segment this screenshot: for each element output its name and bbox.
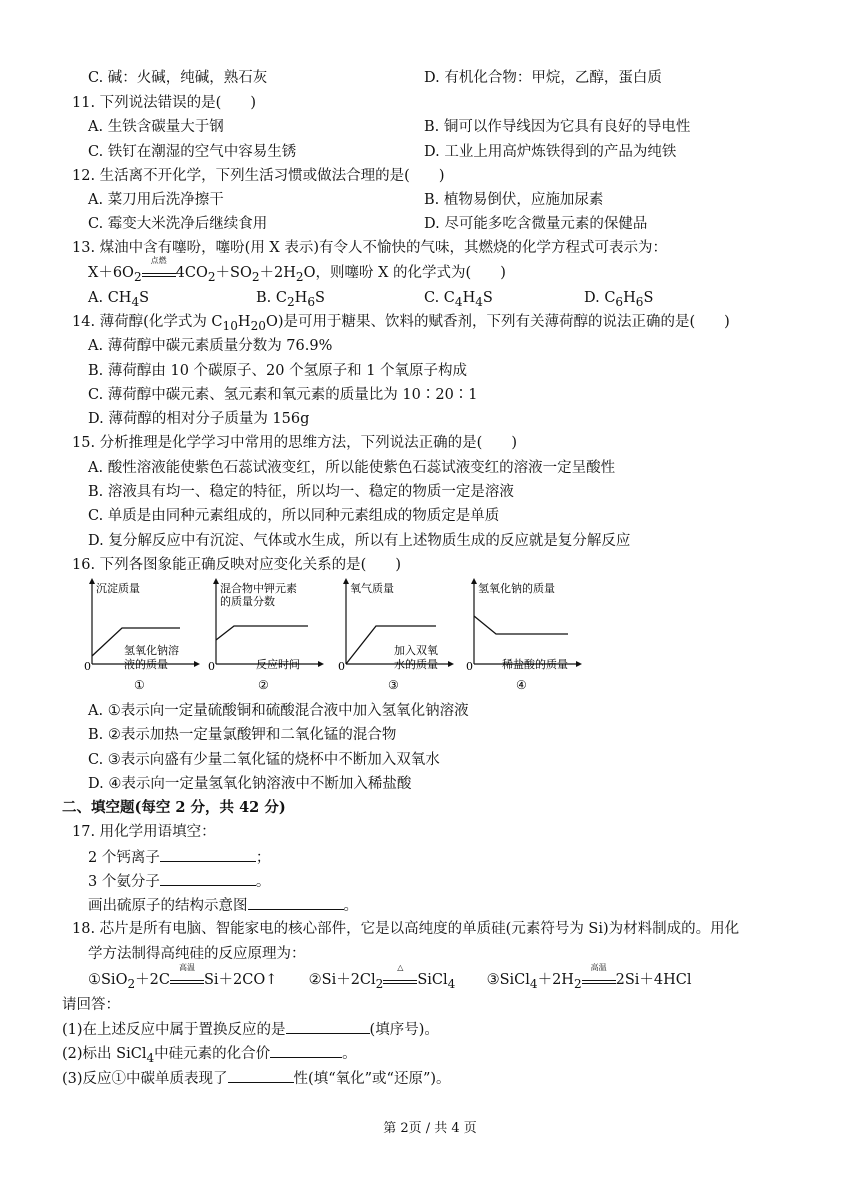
- graph-2-svg: [208, 578, 328, 696]
- q18-reactions: [88, 963, 692, 994]
- q13-eq-left: X＋6O: [88, 265, 134, 281]
- q14-option-b: B. 薄荷醇由 10 个碳原子、20 个氢原子和 1 个氧原子构成: [88, 363, 468, 379]
- q18-ask: 请回答：: [62, 997, 120, 1013]
- q13a-text: A. CH: [88, 290, 132, 306]
- s2-text: (2)标出 SiCl: [62, 1046, 147, 1062]
- r3b: ＋2H: [537, 972, 574, 988]
- r1b: ＋2C: [135, 972, 170, 988]
- q17a-end: ；: [255, 850, 271, 866]
- graph-4-origin: 0: [466, 660, 473, 673]
- graph-3-svg: [338, 578, 458, 696]
- q11-option-d: D. 工业上用高炉炼铁得到的产品为纯铁: [424, 144, 677, 160]
- graph-4-svg: [466, 578, 586, 696]
- sub: 4: [146, 1050, 155, 1065]
- s3-end: 性(填“氧化”或“还原”)。: [293, 1071, 451, 1087]
- r3a: ③SiCl: [486, 972, 530, 988]
- s1-text: (1)在上述反应中属于置换反应的是: [62, 1022, 286, 1038]
- q18-sub1: [62, 1019, 439, 1040]
- graph-2-ylabel2: 的质量分数: [220, 595, 275, 608]
- sub: 2: [207, 269, 216, 284]
- sub: 2: [127, 976, 136, 991]
- q14-option-c: C. 薄荷醇中碳元素、氢元素和氧元素的质量比为 10∶20∶1: [88, 387, 478, 403]
- graph-2-ylabel1: 混合物中钾元素: [220, 582, 297, 595]
- graph-4-caption: ④: [516, 678, 527, 692]
- answer-blank[interactable]: [286, 1019, 370, 1034]
- s2-text2: 中硅元素的化合价: [154, 1046, 271, 1062]
- graph-4-xlabel: 稀盐酸的质量: [502, 658, 568, 671]
- condition-label: △: [397, 963, 404, 972]
- q13c-text: C. C: [424, 290, 455, 306]
- graph-3-caption: ③: [388, 678, 399, 692]
- q14-tail: O)是可用于糖果、饮料的赋香剂，下列有关薄荷醇的说法正确的是( ): [265, 314, 730, 330]
- reaction-arrow: [142, 256, 176, 277]
- q13-eq-tail2: ＋2H: [259, 265, 296, 281]
- sub: 2: [295, 269, 304, 284]
- q10-option-c: C. 碱：火碱，纯碱，熟石灰: [88, 70, 268, 86]
- q17-item-c: [88, 895, 358, 916]
- q17-stem: 17. 用化学用语填空：: [72, 824, 216, 840]
- q11-stem: 11. 下列说法错误的是( ): [72, 95, 256, 111]
- sub: 4: [447, 976, 456, 991]
- q13b-s: S: [315, 290, 325, 306]
- sub: 2: [286, 294, 295, 309]
- graph-1-svg: [84, 578, 204, 696]
- q14-stem: [72, 312, 730, 336]
- q15-option-a: A. 酸性溶液能使紫色石蕊试液变红，所以能使紫色石蕊试液变红的溶液一定呈酸性: [88, 460, 616, 476]
- sub: 6: [615, 294, 624, 309]
- answer-blank[interactable]: [270, 1043, 342, 1058]
- q13-option-d: [584, 288, 653, 312]
- q18-sub3: [62, 1068, 451, 1089]
- answer-blank[interactable]: [160, 871, 256, 886]
- q11-option-a: A. 生铁含碳量大于钢: [88, 119, 224, 135]
- sub: 4: [475, 294, 483, 309]
- q12-option-d: D. 尽可能多吃含微量元素的保健品: [424, 216, 648, 232]
- q17b-text: 3 个氨分子: [88, 874, 160, 890]
- q17c-text: 画出硫原子的结构示意图: [88, 898, 248, 914]
- answer-blank[interactable]: [248, 895, 344, 910]
- q11-option-c: C. 铁钉在潮湿的空气中容易生锈: [88, 144, 297, 160]
- graph-4: [466, 578, 586, 700]
- q13-option-a: [88, 288, 149, 312]
- reaction-arrow: [383, 963, 417, 984]
- q15-option-d: D. 复分解反应中有沉淀、气体或水生成，所以有上述物质生成的反应就是复分解反应: [88, 533, 631, 549]
- q13d-text: D. C: [584, 290, 616, 306]
- graph-1-ylabel: 沉淀质量: [96, 582, 140, 595]
- q13-equation: [88, 256, 506, 287]
- q17c-end: 。: [343, 898, 358, 914]
- q12-option-a: A. 菜刀用后洗净擦干: [88, 192, 224, 208]
- answer-blank[interactable]: [160, 847, 256, 862]
- q13c-s: S: [482, 290, 493, 306]
- r2d: SiCl: [417, 972, 448, 988]
- q13d-s: S: [643, 290, 654, 306]
- q12-option-b: B. 植物易倒伏，应施加尿素: [424, 192, 604, 208]
- sub: 10: [222, 318, 238, 333]
- sub: 2: [251, 269, 260, 284]
- q16-option-b: B. ②表示加热一定量氯酸钾和二氧化锰的混合物: [88, 727, 397, 743]
- q13-eq-right: 4CO: [175, 265, 208, 281]
- page-footer: 第 2页 / 共 4 页: [383, 1121, 477, 1136]
- sub: 20: [250, 318, 266, 333]
- q13c-h: H: [462, 290, 476, 306]
- section-title: 二、填空题(每空 2 分，共 42 分): [62, 799, 286, 816]
- condition-label: 高温: [590, 963, 607, 972]
- q17a-text: 2 个钙离子: [88, 850, 160, 866]
- q13a-s: S: [139, 290, 150, 306]
- q18-sub2: [62, 1043, 357, 1068]
- graph-2-curve: [216, 626, 308, 640]
- sub: 4: [131, 294, 140, 309]
- graph-3-ylabel: 氧气质量: [350, 582, 394, 595]
- q16-option-d: D. ④表示向一定量氢氧化钠溶液中不断加入稀盐酸: [88, 776, 412, 792]
- q17-item-b: [88, 871, 270, 892]
- q14-h: H: [237, 314, 251, 330]
- q15-option-c: C. 单质是由同种元素组成的，所以同种元素组成的物质定是单质: [88, 508, 500, 524]
- graph-1-xlabel2: 液的质量: [124, 658, 168, 671]
- q17-item-a: [88, 847, 270, 868]
- sub: 2: [573, 976, 582, 991]
- graph-3: [338, 578, 458, 700]
- sub: 4: [529, 976, 538, 991]
- reaction-arrow: [582, 963, 616, 984]
- r3d: 2Si＋4HCl: [615, 972, 692, 988]
- q13d-h: H: [623, 290, 636, 306]
- graph-4-curve: [474, 616, 568, 634]
- q14-option-a: A. 薄荷醇中碳元素质量分数为 76.9%: [88, 338, 333, 354]
- graph-3-origin: 0: [338, 660, 345, 673]
- q13-stem: 13. 煤油中含有噻吩，噻吩(用 X 表示)有令人不愉快的气味，其燃烧的化学方程式可表示为：: [72, 240, 668, 256]
- graph-2: [208, 578, 328, 700]
- q17b-end: 。: [255, 874, 271, 890]
- s1-end: (填序号)。: [369, 1022, 439, 1038]
- q15-stem: 15. 分析推理是化学学习中常用的思维方法，下列说法正确的是( ): [72, 435, 517, 451]
- r1d: Si＋2CO↑: [203, 972, 278, 988]
- graph-1-origin: 0: [84, 660, 91, 673]
- graph-2-xlabel: 反应时间: [256, 658, 300, 671]
- graph-2-origin: 0: [208, 660, 215, 673]
- sub: 6: [635, 294, 644, 309]
- q14-text: 14. 薄荷醇(化学式为 C: [72, 314, 223, 330]
- q16-option-c: C. ③表示向盛有少量二氧化锰的烧杯中不断加入双氧水: [88, 752, 440, 768]
- reaction-arrow: [170, 963, 204, 984]
- q10-option-d: D. 有机化合物：甲烷，乙醇，蛋白质: [424, 70, 662, 86]
- graph-2-caption: ②: [258, 678, 269, 692]
- q13-option-c: [424, 288, 493, 312]
- graph-1-xlabel1: 氢氧化钠溶: [124, 644, 179, 657]
- condition-label: 点燃: [150, 256, 167, 265]
- condition-label: 高温: [178, 963, 195, 972]
- q16-stem: 16. 下列各图象能正确反映对应变化关系的是( ): [72, 557, 401, 573]
- graph-1-caption: ①: [134, 678, 145, 692]
- graph-1: [84, 578, 204, 700]
- q13-option-b: [256, 288, 325, 312]
- s2-end: 。: [342, 1046, 357, 1062]
- r1a: ①SiO: [88, 972, 128, 988]
- q11-option-b: B. 铜可以作导线因为它具有良好的导电性: [424, 119, 691, 135]
- s3-text: (3)反应①中碳单质表现了: [62, 1071, 228, 1087]
- q12-stem: 12. 生活离不开化学，下列生活习惯或做法合理的是( ): [72, 168, 445, 184]
- sub: 2: [133, 269, 142, 284]
- q14-option-d: D. 薄荷醇的相对分子质量为 156g: [88, 411, 310, 427]
- q13b-h: H: [294, 290, 308, 306]
- sub: 4: [454, 294, 463, 309]
- sub: 2: [375, 976, 384, 991]
- r2a: ②Si＋2Cl: [308, 972, 376, 988]
- answer-blank[interactable]: [228, 1068, 294, 1083]
- q15-option-b: B. 溶液具有均一、稳定的特征，所以均一、稳定的物质一定是溶液: [88, 484, 514, 500]
- q13-eq-tail: ＋SO: [215, 265, 252, 281]
- q12-option-c: C. 霉变大米洗净后继续食用: [88, 216, 268, 232]
- graph-3-xlabel2: 水的质量: [394, 658, 438, 671]
- q18-stem-cont: 学方法制得高纯硅的反应原理为：: [88, 946, 306, 962]
- q18-stem: 18. 芯片是所有电脑、智能家电的核心部件，它是以高纯度的单质硅(元素符号为 Si)为材料制成的。用化: [72, 921, 740, 937]
- q13-eq-tail3: O，则噻吩 X 的化学式为( ): [303, 265, 506, 281]
- q13b-text: B. C: [256, 290, 287, 306]
- graph-4-ylabel: 氢氧化钠的质量: [478, 582, 555, 595]
- q16-option-a: A. ①表示向一定量硫酸铜和硫酸混合液中加入氢氧化钠溶液: [88, 703, 469, 719]
- graph-3-xlabel1: 加入双氧: [394, 644, 438, 657]
- sub: 6: [307, 294, 315, 309]
